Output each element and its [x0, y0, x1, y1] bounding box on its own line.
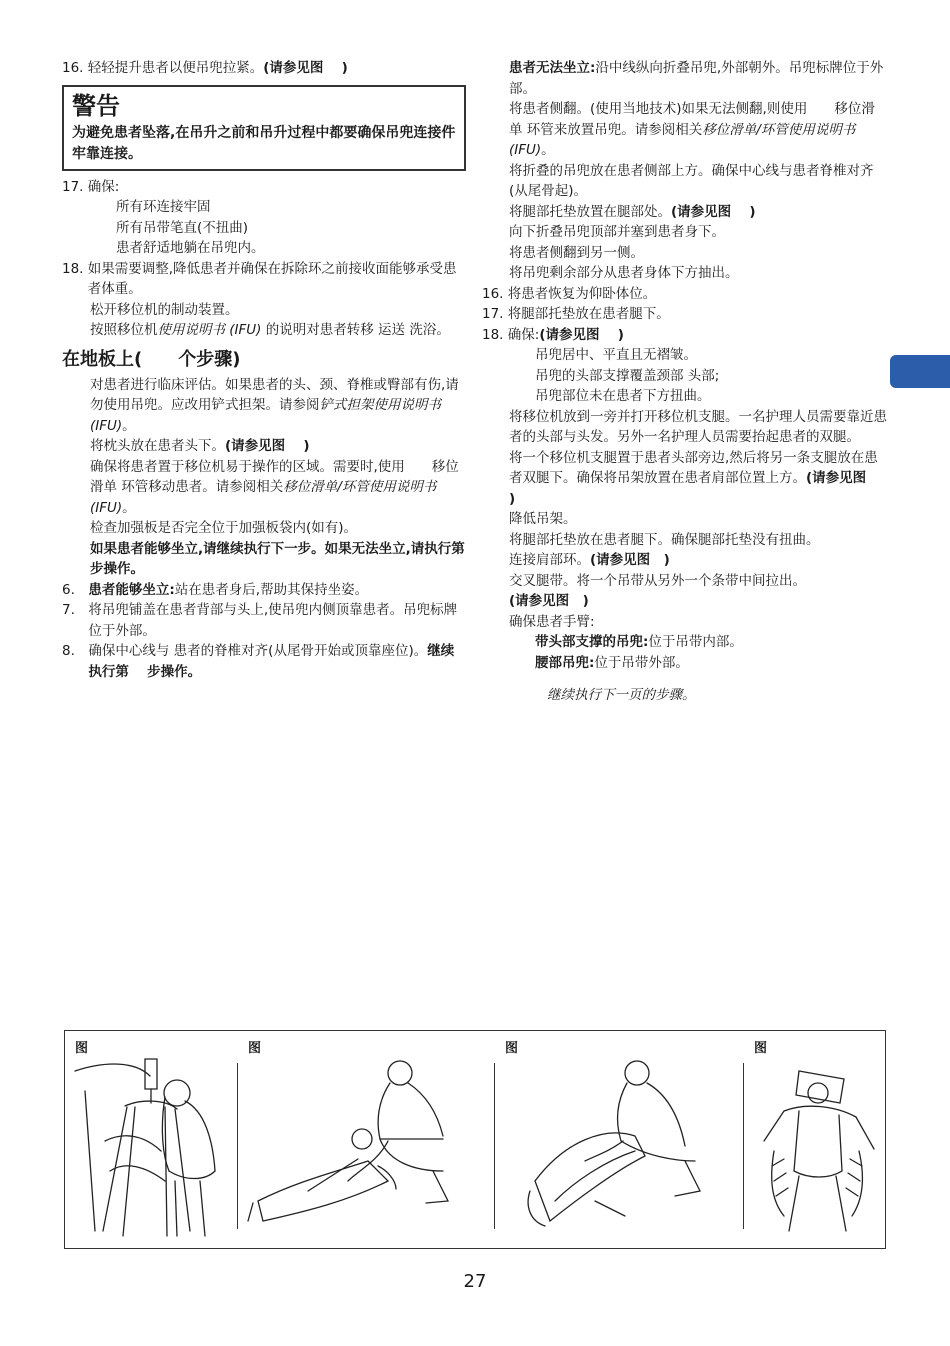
caregiver-sling-position-illustration-icon [495, 1031, 743, 1248]
transfer-text: 按照移位机使用说明书 (IFU) 的说明对患者转移 运送 洗浴。 [90, 322, 450, 338]
right-text: 交叉腿带。将一个吊带从另外一个条带中间拉出。 [509, 572, 806, 589]
continue-note: 继续执行下一页的步骤。 [547, 687, 696, 703]
step-number: 17. [482, 306, 508, 322]
right-text: 将腿部托垫放在患者腿下。确保腿部托垫没有扭曲。 [509, 531, 820, 548]
figure-label: 图 [75, 1041, 89, 1056]
section-title: 在地板上( 个步骤) [62, 348, 241, 370]
step-text: 将腿部托垫放在患者腿下。 [507, 306, 670, 322]
step-text: 如果需要调整,降低患者并确保在拆除环之前接收面能够承受患者体重。 [87, 260, 457, 297]
figure-1 [65, 1031, 237, 1248]
arm-position-item: 腰部吊兜:位于吊带外部。 [535, 654, 689, 671]
step-number: 16. [482, 285, 508, 302]
floor-step: 将枕头放在患者头下。(请参见图 ) [90, 438, 310, 454]
patient-lift-sling-illustration-icon [65, 1031, 237, 1248]
step-18-left [62, 259, 466, 300]
list-item: 吊兜居中、平直且无褶皱。 [535, 347, 697, 363]
warning-title: 警告 [72, 91, 120, 120]
warning-box [62, 85, 466, 171]
right-text: 将折叠的吊兜放在患者侧部上方。确保中心线与患者脊椎对齐(从尾骨起)。 [509, 162, 874, 199]
right-text: 连接肩部环。(请参见图 ) [509, 552, 670, 568]
figure-2 [238, 1031, 494, 1248]
section-tab [890, 355, 950, 388]
figure-4 [744, 1031, 885, 1248]
figure-label: 图 [505, 1041, 519, 1056]
right-column [482, 58, 887, 706]
step-text: 将患者恢复为仰卧体位。 [507, 285, 657, 302]
step-7 [62, 600, 466, 641]
list-item: 吊兜部位未在患者下方扭曲。 [535, 388, 711, 404]
floor-step: 确保将患者置于移位机易于操作的区域。需要时,使用 移位滑单 环管移动患者。请参阅相关移位滑单/环管使用说明书 (IFU)。 [90, 458, 459, 516]
step-17-left [62, 177, 466, 198]
step-number: 18. [482, 326, 508, 343]
list-item: 吊兜的头部支撑覆盖颈部 头部; [535, 367, 720, 384]
right-text: 将一个移位机支腿置于患者头部旁边,然后将另一条支腿放在患者双腿下。确保将吊架放置在患者肩部位置上方。(请参见图 ) [509, 449, 885, 507]
step-number: 7. [62, 602, 89, 618]
figure-reference: (请参见图 ) [509, 593, 589, 609]
step-16-left [62, 58, 466, 79]
roll-patient-text: 将患者侧翻。(使用当地技术)如果无法侧翻,则使用 移位滑单 环管来放置吊兜。请参阅相关移位滑单/环管使用说明书 (IFU)。 [509, 101, 875, 158]
release-brake-text: 松开移位机的制动装置。 [90, 301, 239, 318]
step-6: 6. 患者能够坐立:站在患者身后,帮助其保持坐姿。 [62, 580, 466, 601]
arm-position-item: 带头部支撑的吊兜:位于吊带内部。 [535, 634, 743, 650]
step-number: 17. [62, 178, 88, 195]
list-item: 所有吊带笔直(不扭曲) [116, 219, 249, 236]
right-text: 将患者侧翻到另一侧。 [509, 244, 644, 261]
warning-text: 为避免患者坠落,在吊升之前和吊升过程中都要确保吊兜连接件牢靠连接。 [72, 124, 456, 162]
list-item: 所有环连接牢固 [116, 199, 211, 215]
cannot-sit-text: 患者无法坐立:沿中线纵向折叠吊兜,外部朝外。吊兜标牌位于外部。 [509, 60, 884, 97]
right-text: 向下折叠吊兜顶部并塞到患者身下。 [509, 224, 725, 240]
figure-label: 图 [754, 1041, 768, 1056]
right-text: 将移位机放到一旁并打开移位机支腿。一名护理人员需要靠近患者的头部与头发。另外一名护理人员需要抬起患者的双腿。 [509, 408, 887, 445]
patient-in-sling-illustration-icon [744, 1031, 885, 1248]
left-column [62, 58, 483, 682]
figure-label: 图 [248, 1041, 262, 1056]
step-17-right [482, 304, 887, 325]
step-18-right: 18. 确保:(请参见图 ) [482, 325, 887, 346]
right-text: 将吊兜剩余部分从患者身体下方抽出。 [509, 265, 739, 281]
floor-step-conditional: 如果患者能够坐立,请继续执行下一步。如果无法坐立,请执行第 步操作。 [90, 540, 483, 577]
step-number: 8. [62, 643, 89, 659]
right-text: 降低吊架。 [509, 511, 577, 527]
list-item: 患者舒适地躺在吊兜内。 [116, 240, 265, 256]
step-number: 6. [62, 581, 89, 598]
floor-step: 检查加强板是否完全位于加强板袋内(如有)。 [90, 520, 358, 536]
step-text: 将吊兜铺盖在患者背部与头上,使吊兜内侧顶靠患者。吊兜标牌位于外部。 [88, 602, 458, 639]
step-number: 16. [62, 60, 88, 76]
step-text: 轻轻提升患者以便吊兜拉紧。 [87, 60, 264, 76]
figure-panel [64, 1030, 886, 1249]
step-8: 8. 确保中心线与 患者的脊椎对齐(从尾骨开始或顶靠座位)。继续执行第 步操作。 [62, 641, 466, 682]
right-text: 确保患者手臂: [509, 613, 595, 630]
step-number: 18. [62, 260, 88, 277]
right-text: 将腿部托垫放置在腿部处。(请参见图 ) [509, 203, 756, 220]
step-16-right [482, 284, 887, 305]
figure-reference: (请参见图 ) [263, 60, 348, 76]
step-text: 确保: [87, 178, 120, 195]
page-number: 27 [463, 1271, 487, 1292]
caregiver-pillow-illustration-icon [238, 1031, 494, 1248]
floor-step: 对患者进行临床评估。如果患者的头、颈、脊椎或臀部有伤,请勿使用吊兜。应改用铲式担架。请参阅铲式担架使用说明书 (IFU)。 [90, 376, 459, 434]
figure-3 [495, 1031, 743, 1248]
